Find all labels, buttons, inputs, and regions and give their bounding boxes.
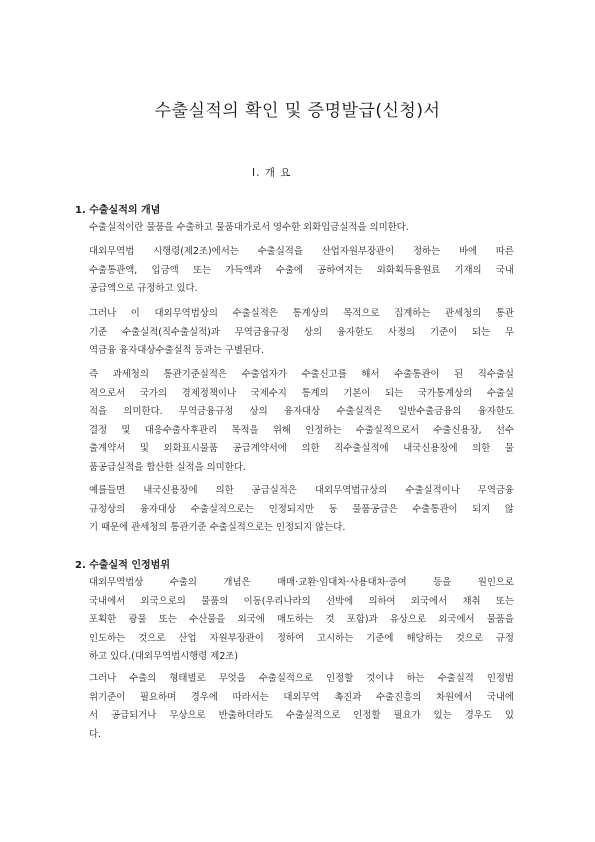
text-line: 대외무역법 시행령(제2조)에서는 수출실적을 산업자원부장관이 정하는 바에 따른 (89, 246, 514, 257)
text-line: 역금융 융자대상수출실적 등과는 구별된다. (89, 345, 264, 356)
paragraph (89, 243, 514, 299)
text-line: 다. (89, 728, 102, 740)
paragraph (89, 366, 514, 477)
section-heading-concept: 1. 수출실적의 개념 (75, 205, 161, 216)
paragraph (89, 670, 514, 744)
section-heading-scope: 2. 수출실적 인정범위 (75, 560, 170, 571)
text-line: 포획한 광물 또는 수산물을 외국에 매도하는 것 포함)과 유상으로 외국에서 물품을 (89, 614, 514, 625)
text-line: 결정 및 대응수출사후관리 목적을 위해 인정하는 수출실적으로서 수출신용장, 선수 (89, 424, 514, 436)
paragraph (89, 574, 514, 667)
text-line: 국내에서 외국으로의 물품의 이동(우리나라의 선박에 의하여 외국에서 채취 또는 (89, 595, 514, 607)
text-line: 적을 의미한다. 무역금융규정 상의 융자대상 수출실적은 일반수출금융의 융자한도 (89, 406, 514, 417)
text-line: 위기준이 필요하며 경우에 따라서는 대외무역 촉진과 수출진흥의 차원에서 국내에 (89, 691, 514, 703)
text-line: 하고 있다.(대외무역법시행령 제2조) (89, 651, 239, 662)
document-title: 수출실적의 확인 및 증명발급(신청)서 (154, 101, 441, 121)
text-line: 그러나 이 대외무역법상의 수출실적은 통계상의 목적으로 집계하는 관세청의 통관 (89, 308, 514, 319)
text-line: 수출통관액, 입금액 또는 가득액과 수출에 공하여지는 외화획득용원료 기재의 국내 (89, 264, 514, 276)
text-line: 인도하는 것으로 산업 자원부장관이 정하여 고시하는 기준에 해당하는 것으로 규정 (89, 632, 514, 644)
paragraph (89, 305, 514, 361)
text-line: 대외무역법상 수출의 개념은 매매·교환·임대차·사용대차·증여 등을 원인으로 (89, 577, 514, 588)
text-line: 규정상의 융자대상 수출실적으로는 인정되지만 동 물품공급은 수출통관이 되지 않 (89, 503, 514, 515)
text-line: 서 공급되거나 무상으로 반출하더라도 수출실적으로 인정할 필요가 있는 경우도 있 (89, 710, 514, 721)
text-line: 기 때문에 관세청의 통관기준 수출실적으로는 인정되지 않는다. (89, 522, 346, 533)
text-line: 수출실적이란 물품을 수출하고 물품대가로서 영수한 외화입금실적을 의미한다. (89, 222, 409, 233)
paragraph (89, 219, 514, 238)
text-line: 공급액으로 규정하고 있다. (89, 283, 198, 294)
text-line: 예를들면 내국신용장에 의한 공급실적은 대외무역법규상의 수출실적이나 무역금융 (89, 485, 514, 496)
chapter-heading: Ⅰ. 개 요 (252, 167, 292, 179)
text-line: 그러나 수출의 형태별로 무엇을 수출실적으로 인정할 것이냐 하는 수출실적 인정범 (89, 673, 514, 684)
text-line: 품공급실적을 합산한 실적을 의미한다. (89, 461, 246, 473)
text-line: 즉 과세청의 통관기준실적은 수출업자가 수출신고를 해서 수출통관이 된 직수출실 (89, 369, 514, 380)
text-line: 출계약서 및 외화표시물품 공급계약서에 의한 직수출실적에 내국신용장에 의한 물 (89, 443, 514, 454)
paragraph (89, 482, 514, 538)
text-line: 기준 수출실적(직수출실적)과 무역금융규정 상의 융자한도 사정의 기준이 되는 무 (89, 326, 514, 338)
text-line: 적으로서 국가의 경제정책이나 국제수지 통계의 기본이 되는 국가통계상의 수출실 (89, 387, 514, 399)
